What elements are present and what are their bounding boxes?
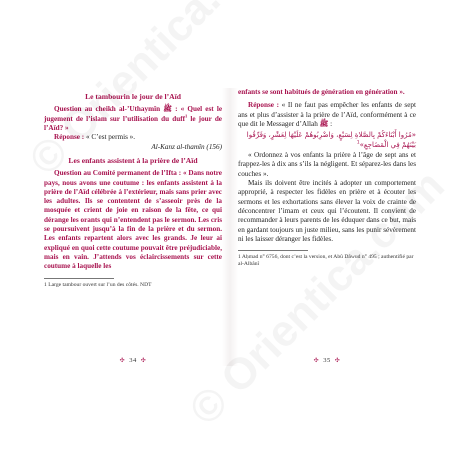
page-number-right [238, 357, 416, 364]
page-number-35: 35 [323, 357, 331, 364]
footnote-ref: 1 [185, 113, 188, 119]
arabic-hadith [238, 130, 416, 150]
answer-label: Réponse : [54, 133, 85, 142]
footnote-left: 1 Large tambour ouvert sur l’un des côtés. NDT [44, 281, 152, 288]
honorific-symbol: ﷺ [319, 119, 329, 128]
arabic-line-1: «مُرُوا أَبْنَاءَكُمْ بِالصَّلاةِ لِسَبْعٍ، وَاضْرِبُوهُمْ عَلَيْهَا لِعَشْرٍ، وَفَرِّقُوا [246, 131, 416, 140]
answer-ifta [238, 101, 416, 129]
right-page [238, 88, 416, 366]
ornament-icon: ✣ [313, 358, 320, 364]
honorific-symbol: ﷺ [163, 105, 172, 114]
footnote-ref: 1 [356, 140, 360, 146]
citation: Al-Kanz al-thamîn (156) [151, 142, 222, 151]
footnote-divider [44, 278, 114, 279]
ornament-icon: ✣ [140, 358, 147, 364]
hadith-translation: « Ordonnez à vos enfants la prière à l’âge de sept ans et frappez-les à dix ans s’ils la négligent. Et séparez-les dans les couches ». [238, 151, 416, 178]
question-ifta-label: Question au Comité permanent de l’Ifta : [54, 169, 182, 178]
page-number-34: 34 [129, 357, 137, 364]
arabic-line-2: بَيْنَهُمْ فِي الْمَضَاجِعِ» [359, 141, 416, 150]
paragraph-advice: Mais ils doivent être incités à adopter un comportement approprié, à respecter les fidèles en prière et à écouter les sermons et les exhortations sans élever la voix de crainte de déconcentrer l’imam et ceux qui l’écoutent. Il convient de recommander à leurs parents de les éduquer dans ce but, mais en gardant toujours un juste milieu, sans les punir sévèrement ni les laisser déranger les fidèles. [238, 179, 416, 243]
question-ifta-text: « Dans notre pays, nous avons une coutume : les enfants assistent à la prière de l’Aïd célébrée à l’extérieur, mais sans prier avec les adultes. Ils se contentent de s’asseoir près de la mosquée et crient de joie en raison de la fête, ce qui dérange les orants qui n’entendent pas le sermon. Les cris se poursuivent jusqu’à la fin de la prière et du sermon. Les enfants repartent alors avec les grands. Je leur ai expliqué en quoi cette coutume pouvait être préjudiciable, mais en vain. J’attends vos éclaircissements sur cette coutume à laquelle les [44, 169, 222, 271]
answer-ifta-end: : [328, 119, 333, 128]
footnote-right: 1 Aḥmad n° 6756, dont c’est la version, et Abû Dâwud n° 495 ; authentifié par al-Albânî [238, 254, 414, 268]
continuation-text: enfants se sont habitués de génération en génération ». [238, 88, 405, 96]
section-title-tambourin: Le tambourin le jour de l’Aïd [85, 92, 181, 101]
question-text-b: le jour de l’Aïd? » [44, 114, 223, 132]
question-label: Question au cheikh al-’Uthaymîn [54, 105, 161, 114]
ornament-icon: ✣ [334, 358, 341, 364]
left-page [44, 88, 222, 366]
question-ifta [44, 169, 222, 271]
answer-ifta-label: Réponse : [248, 101, 279, 110]
question-uthaymin: Question au cheikh al-’Uthaymîn ﷺ : « Quel est le jugement de l’islam sur l’utilisation du duff$^1$ le jour de l’Aïd? » [44, 105, 223, 132]
answer-uthaymin [44, 133, 222, 142]
question-text-a: « Quel est le jugement de l’islam sur l’utilisation du duff [44, 105, 223, 123]
answer-ifta-text: « Il ne faut pas empêcher les enfants de sept ans et plus d’assister à la prière de l’Aïd, conformément à ce que dit le Messager d’Allah [238, 101, 416, 128]
section-title-enfants: Les enfants assistent à la prière de l’Aïd [68, 155, 198, 165]
answer-text: « C’est permis ». [84, 133, 136, 142]
ornament-icon: ✣ [119, 358, 126, 364]
book-gutter [222, 88, 238, 366]
page-number-left [44, 357, 222, 364]
footnote-divider [238, 250, 308, 251]
